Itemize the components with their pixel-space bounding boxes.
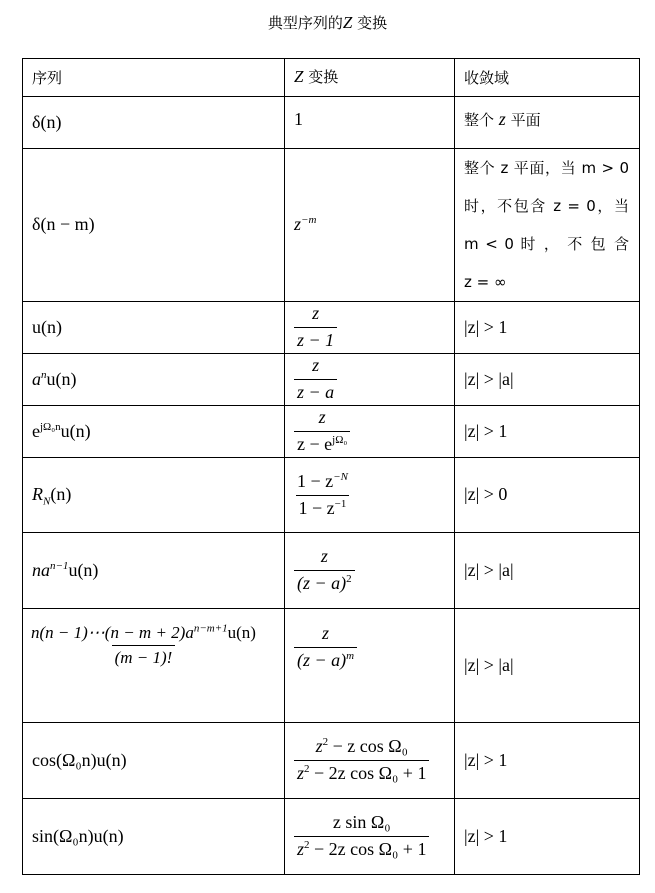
zt-fraction (294, 355, 337, 403)
header-transform: 变换 (303, 68, 339, 87)
table-row (23, 533, 640, 609)
roc-cell (455, 799, 640, 875)
seq-exp: n (41, 368, 47, 381)
zt-numerator (294, 471, 351, 495)
seq-tail: u(n) (46, 368, 77, 389)
seq-cell (23, 458, 285, 533)
seq-tail: u(n) (68, 559, 99, 580)
zt-cell (285, 609, 455, 723)
zt-numerator: z sin Ω₀ (332, 812, 391, 833)
seq-base: a (32, 368, 41, 389)
roc-cell (455, 458, 640, 533)
zt-cell (285, 799, 455, 875)
roc-line: m < 0 时 ， 不 包 含 (464, 235, 629, 253)
seq-tail: u(n) (60, 420, 91, 441)
table-row (23, 799, 640, 875)
roc-expr: |z| > 1 (464, 420, 508, 441)
zt-numerator: z (318, 407, 326, 428)
table-row (23, 149, 640, 302)
seq-base: na (32, 559, 50, 580)
zt-fraction (294, 471, 351, 519)
header-z: Z (294, 67, 304, 87)
seq-expr: δ(n − m) (32, 214, 95, 235)
roc-line: 整个 z 平面，当 m > 0 (464, 159, 629, 177)
zt-den-base: (z − a) (297, 573, 347, 593)
zt-cell (285, 406, 455, 458)
zt-exp: −m (301, 214, 317, 227)
zt-cell (285, 354, 455, 406)
seq-base: e (32, 420, 40, 441)
roc-z: z (498, 109, 506, 129)
zt-fraction (294, 303, 337, 351)
zt-num-pre: z (315, 736, 323, 757)
zt-den-base: (z − a) (297, 649, 347, 670)
roc-cell (455, 723, 640, 799)
seq-expr: sin(Ω₀n)u(n) (32, 825, 124, 846)
roc-line: z = ∞ (464, 273, 507, 291)
zt-fraction (294, 736, 429, 784)
zt-fraction (294, 623, 357, 671)
zt-numerator: z (312, 355, 320, 376)
seq-numerator (28, 623, 259, 645)
roc-line: 时，不包含 z = 0，当 (464, 197, 629, 215)
table-row (23, 97, 640, 149)
zt-numerator (313, 736, 411, 760)
zt-numerator: z (312, 303, 320, 324)
zt-denominator (294, 431, 350, 456)
zt-cell (285, 533, 455, 609)
table-row (23, 302, 640, 354)
roc-expr: |z| > |a| (464, 368, 514, 389)
header-ztransform (285, 59, 455, 97)
zt-cell (285, 302, 455, 354)
z-transform-table (22, 58, 640, 875)
zt-denominator (294, 760, 429, 785)
seq-cell (23, 354, 285, 406)
zt-den-tail: − 2z cos Ω₀ + 1 (309, 763, 427, 783)
seq-expr: cos(Ω₀n)u(n) (32, 749, 127, 770)
table-row (23, 354, 640, 406)
zt-den-exp: m (346, 649, 355, 662)
title-z: Z (342, 13, 353, 32)
seq-sub: N (43, 495, 51, 508)
zt-den-tail: − 2z cos Ω₀ + 1 (309, 839, 427, 859)
table-row (23, 458, 640, 533)
seq-num-base: n(n − 1)⋯(n − m + 2)a (31, 623, 194, 642)
roc-cell (455, 609, 640, 723)
zt-den-exp: 2 (304, 839, 310, 851)
zt-den-exp: 2 (346, 573, 352, 585)
seq-cell (23, 723, 285, 799)
table-title (0, 12, 655, 33)
zt-fraction (294, 407, 350, 455)
zt-cell (285, 458, 455, 533)
header-sequence: 序列 (23, 59, 285, 97)
zt-num-exp: 2 (322, 736, 329, 749)
zt-den-base: z − e (297, 434, 333, 454)
roc-cell (455, 302, 640, 354)
zt-cell (285, 149, 455, 302)
roc-expr: |z| > |a| (464, 559, 514, 580)
roc-cell (455, 97, 640, 149)
seq-num-tail: u(n) (227, 623, 256, 642)
header-roc: 收敛域 (455, 59, 640, 97)
zt-denominator (294, 570, 355, 595)
seq-num-exp: n−m+1 (193, 622, 228, 635)
roc-expr: |z| > 1 (464, 825, 508, 846)
roc-cell (455, 149, 640, 302)
zt-denominator (294, 836, 429, 861)
roc-expr: |z| > |a| (464, 654, 514, 675)
seq-expr: u(n) (32, 316, 62, 337)
seq-tail: (n) (50, 484, 72, 505)
roc-tail: 平面 (505, 111, 541, 129)
zt-expr: 1 (294, 109, 303, 129)
seq-cell (23, 302, 285, 354)
zt-numerator: z (322, 623, 330, 643)
roc-expr: |z| > 0 (464, 484, 508, 505)
zt-numerator: z (320, 546, 328, 567)
roc-expr: |z| > 1 (464, 316, 508, 337)
roc-cell (455, 533, 640, 609)
roc-text: 整个 (464, 111, 495, 129)
zt-denominator (294, 647, 357, 672)
seq-fraction (28, 623, 259, 669)
seq-base: R (32, 484, 43, 505)
seq-cell (23, 533, 285, 609)
seq-cell (23, 799, 285, 875)
zt-den-exp: jΩ₀ (332, 434, 348, 446)
seq-exp: jΩ₀n (40, 420, 61, 433)
seq-cell (23, 149, 285, 302)
seq-exp: n−1 (50, 559, 69, 572)
seq-denominator: (m − 1)! (112, 645, 176, 668)
zt-num-tail: − z cos Ω₀ (328, 736, 408, 757)
table-row (23, 406, 640, 458)
table-row (23, 609, 640, 723)
zt-den-exp: −1 (334, 497, 347, 510)
zt-cell (285, 723, 455, 799)
roc-cell (455, 406, 640, 458)
zt-den-pre: z (297, 763, 305, 783)
seq-cell (23, 97, 285, 149)
table-header-row (23, 59, 640, 97)
roc-cell (455, 354, 640, 406)
zt-den-exp: 2 (304, 763, 310, 775)
zt-num-base: 1 − z (297, 470, 334, 491)
table-row (23, 723, 640, 799)
zt-fraction (294, 546, 355, 594)
seq-cell (23, 609, 285, 723)
zt-den-base: 1 − z (298, 497, 335, 518)
zt-denominator: z − a (294, 379, 337, 404)
roc-expr: |z| > 1 (464, 749, 508, 770)
zt-denominator: z − 1 (294, 327, 337, 352)
seq-cell (23, 406, 285, 458)
zt-base: z (294, 214, 302, 235)
zt-fraction (294, 812, 429, 860)
seq-expr: δ(n) (32, 111, 62, 132)
zt-denominator (296, 495, 350, 520)
title-prefix: 典型序列的 (267, 14, 343, 32)
zt-den-pre: z (297, 839, 305, 859)
title-suffix: 变换 (352, 14, 388, 32)
zt-cell (285, 97, 455, 149)
zt-num-exp: −N (333, 470, 348, 483)
